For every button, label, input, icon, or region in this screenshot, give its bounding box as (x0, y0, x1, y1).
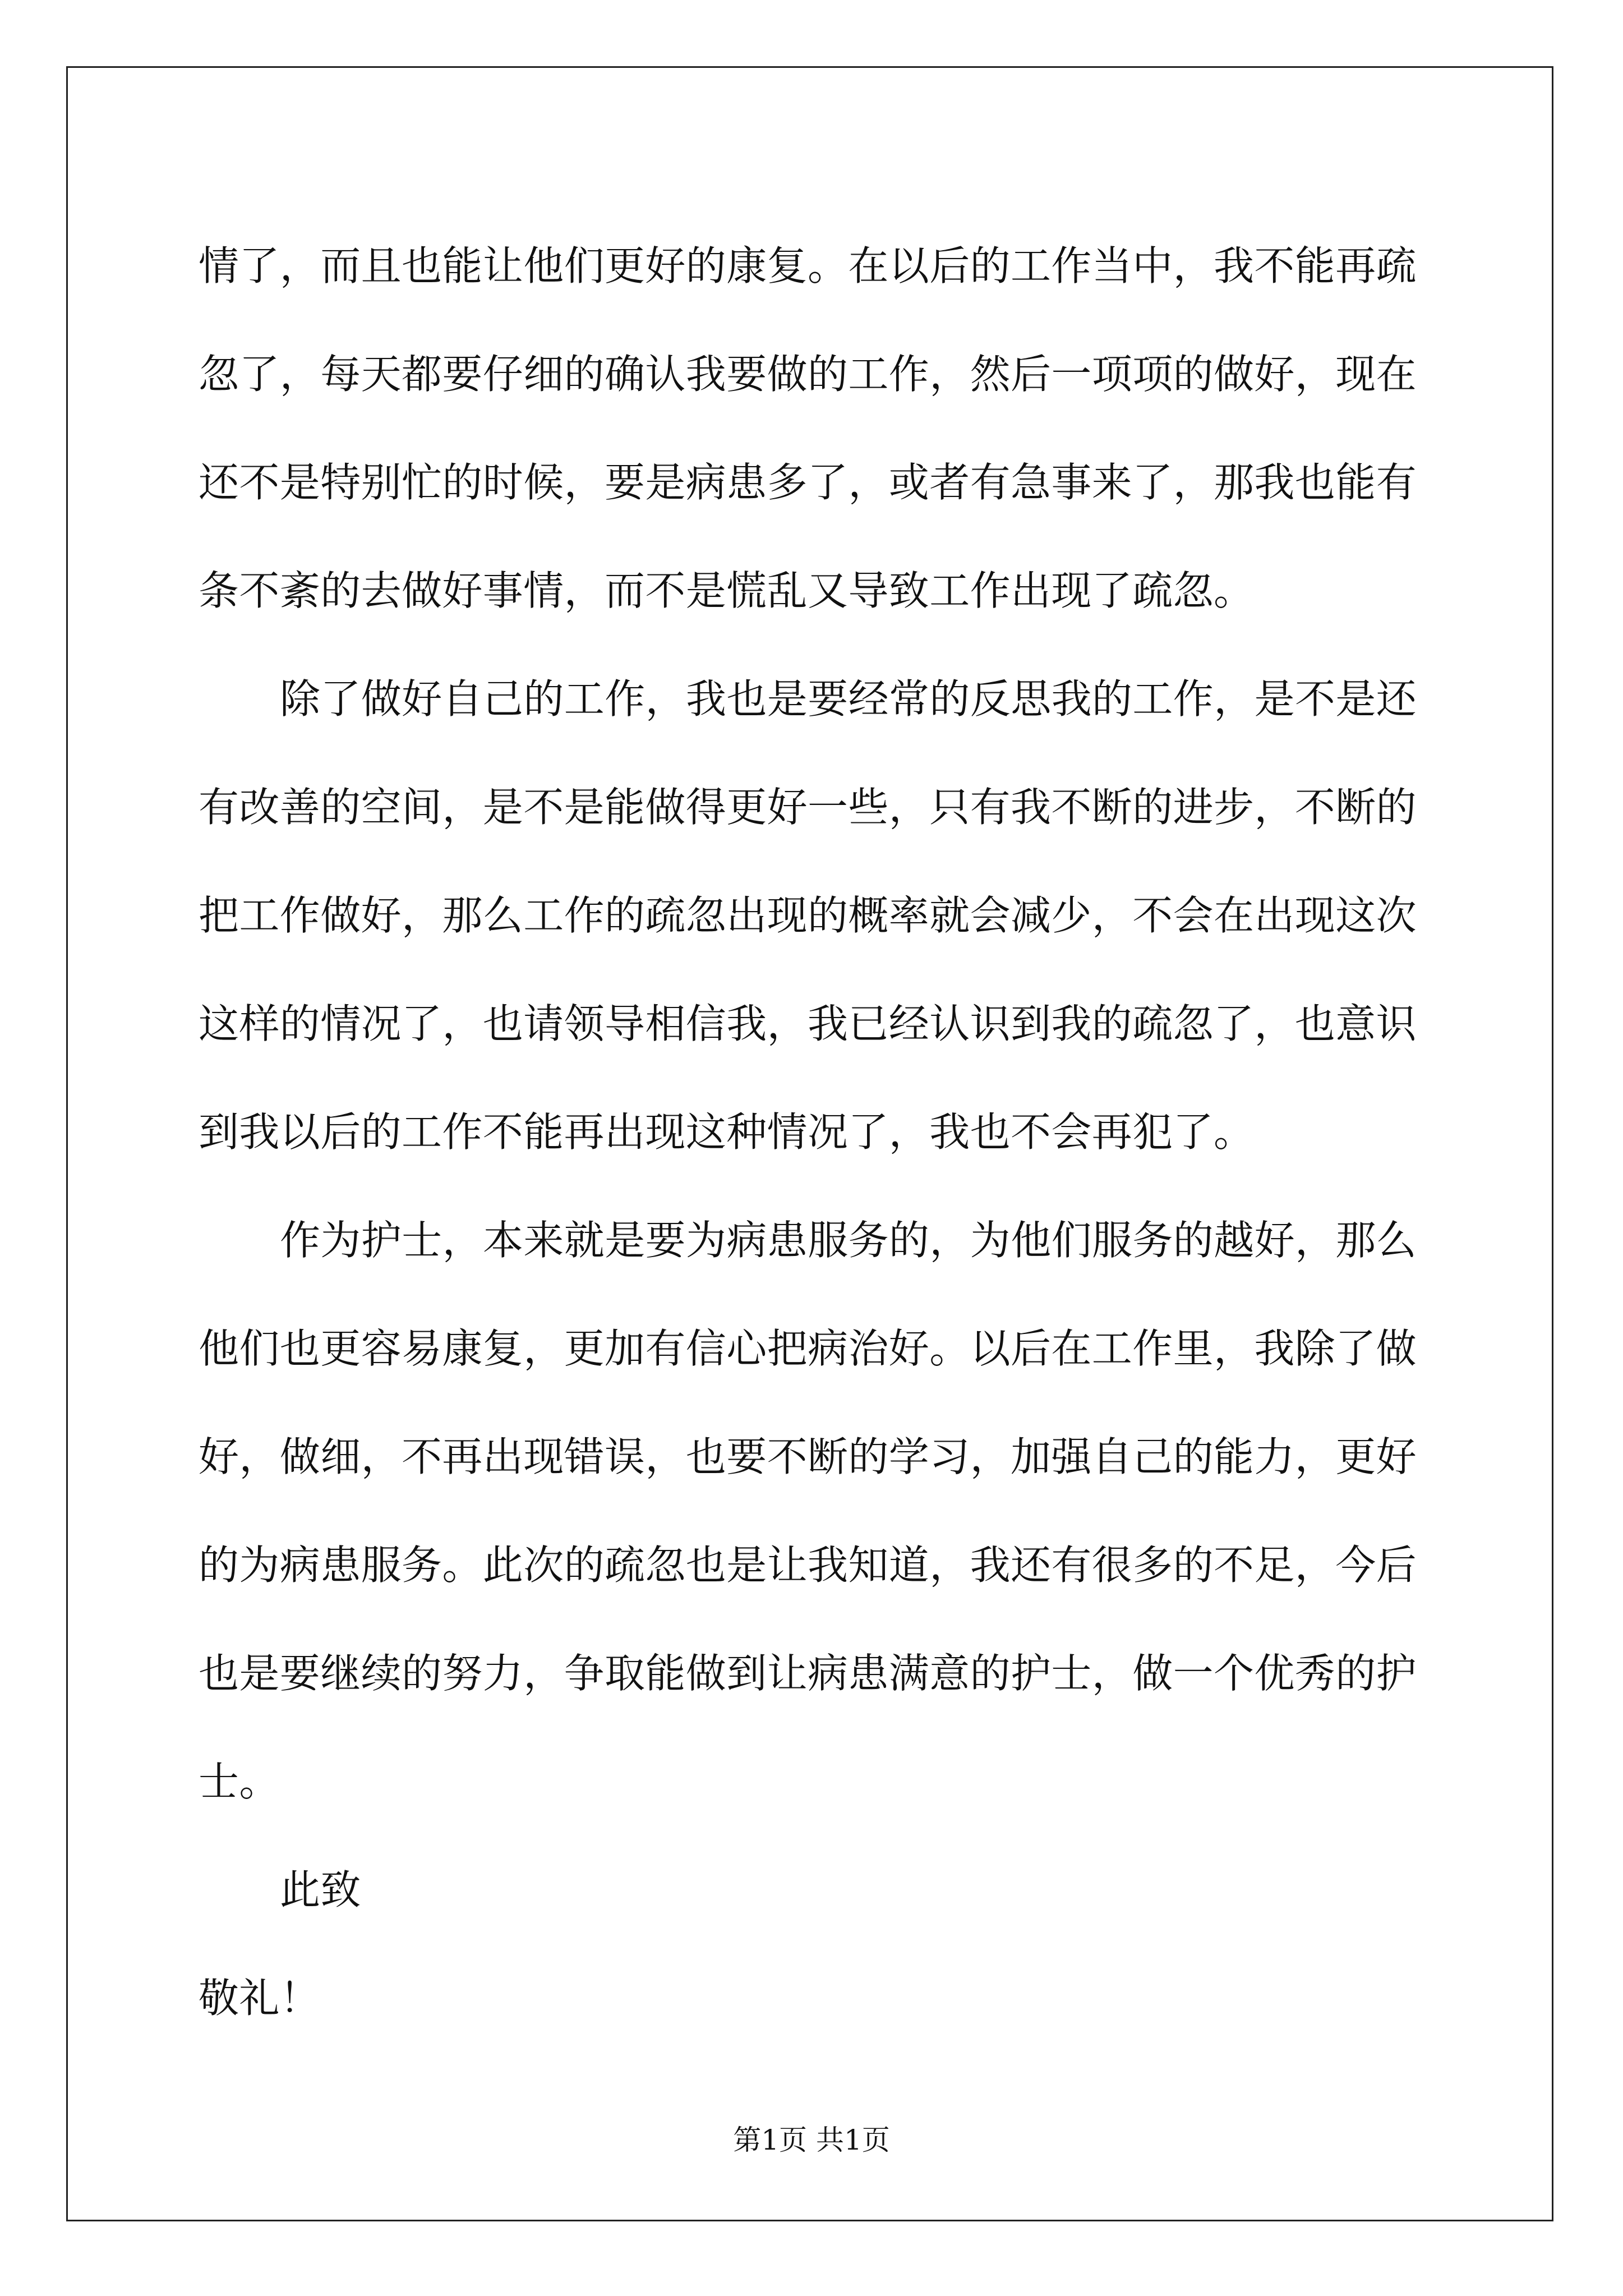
text-line: 这样的情况了，也请领导相信我，我已经认识到我的疏忽了，也意识 (199, 1000, 1417, 1047)
text-line: 士。 (199, 1758, 280, 1805)
closing-regards: 敬礼！ (199, 1975, 321, 2022)
text-line: 的为病患服务。此次的疏忽也是让我知道，我还有很多的不足，今后 (199, 1542, 1417, 1589)
text-line: 忽了，每天都要仔细的确认我要做的工作，然后一项项的做好，现在 (199, 351, 1417, 398)
page-footer: 第1页 共1页 (733, 2124, 890, 2156)
text-line: 好，做细，不再出现错误，也要不断的学习，加强自己的能力，更好 (199, 1433, 1417, 1480)
text-line: 他们也更容易康复，更加有信心把病治好。以后在工作里，我除了做 (199, 1325, 1417, 1372)
closing-salutation: 此致 (280, 1866, 361, 1913)
text-line: 有改善的空间，是不是能做得更好一些，只有我不断的进步，不断的 (199, 784, 1417, 831)
document-body (199, 212, 1421, 2053)
text-line: 条不紊的去做好事情，而不是慌乱又导致工作出现了疏忽。 (199, 567, 1255, 614)
paragraph-first-line: 除了做好自己的工作，我也是要经常的反思我的工作，是不是还 (280, 675, 1417, 723)
text-line: 也是要继续的努力，争取能做到让病患满意的护士，做一个优秀的护 (199, 1650, 1417, 1697)
text-line: 到我以后的工作不能再出现这种情况了，我也不会再犯了。 (199, 1108, 1255, 1156)
text-line: 把工作做好，那么工作的疏忽出现的概率就会减少，不会在出现这次 (199, 892, 1417, 939)
text-line: 情了，而且也能让他们更好的康复。在以后的工作当中，我不能再疏 (199, 242, 1417, 289)
text-line: 还不是特别忙的时候，要是病患多了，或者有急事来了，那我也能有 (199, 459, 1417, 506)
paragraph-first-line: 作为护士，本来就是要为病患服务的，为他们服务的越好，那么 (280, 1217, 1417, 1264)
